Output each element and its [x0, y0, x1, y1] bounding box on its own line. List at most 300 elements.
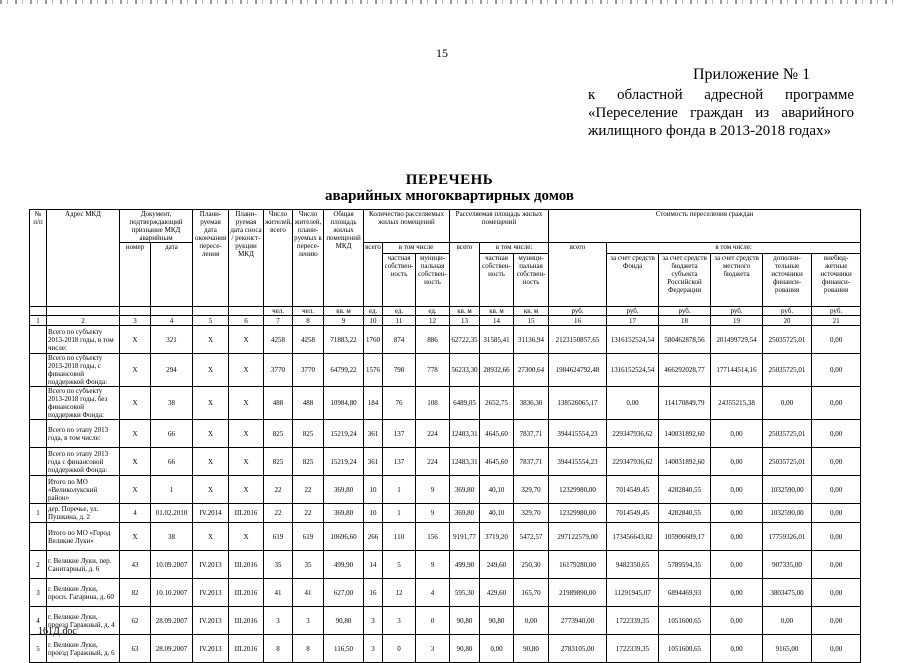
table-cell: 63: [120, 635, 151, 663]
table-cell: кв. м: [324, 307, 364, 316]
table-cell: 177144514,16: [711, 354, 763, 387]
table-cell: г. Великие Луки, пер. Санитарный, д. 6: [47, 551, 120, 579]
table-cell: 9: [324, 316, 364, 326]
table-cell: 38: [151, 523, 193, 551]
table-cell: [30, 420, 47, 448]
table-row: [30, 326, 861, 354]
table-cell: 110: [383, 523, 416, 551]
table-cell: 5789594,35: [659, 551, 711, 579]
table-cell: 907335,00: [763, 551, 812, 579]
document-subtitle: аварийных многоквартирных домов: [324, 188, 575, 204]
table-cell: Итого по МО «Город Великие Луки»: [47, 523, 120, 551]
table-cell: 19: [711, 316, 763, 326]
table-cell: 20: [763, 316, 812, 326]
table-cell: 1032590,00: [763, 476, 812, 504]
table-cell: 5: [193, 316, 229, 326]
table-cell: 0,00: [711, 635, 763, 663]
table-cell: 27300,64: [514, 354, 549, 387]
table-cell: 105906609,17: [659, 523, 711, 551]
header-cost-local: за счет средств местного бюджета: [711, 254, 763, 307]
header-rooms-count: Количество расселяемых жилых помещений: [364, 210, 450, 243]
table-cell: Всего по субъекту 2013-2018 годы, в том числе:: [47, 326, 120, 354]
table-cell: 369,80: [324, 476, 364, 504]
table-cell: г. Великие Луки, проезд Гаражный, д. 6: [47, 635, 120, 663]
table-cell: 1316152524,54: [607, 354, 659, 387]
table-cell: 9165,00: [763, 635, 812, 663]
table-cell: 4: [151, 316, 193, 326]
table-cell: 0,00: [514, 607, 549, 635]
header-cost-incl: в том числе:: [607, 243, 861, 254]
table-cell: 1051600,65: [659, 635, 711, 663]
header-rooms-total: всего: [364, 243, 383, 307]
table-cell: Всего по этапу 2013 года, в том числе:: [47, 420, 120, 448]
table-row: [30, 635, 861, 663]
table-cell: [30, 523, 47, 551]
footer-filename: 161Д.doc: [38, 626, 77, 637]
table-cell: чел.: [293, 307, 324, 316]
column-numbers-row: [30, 316, 861, 326]
table-cell: 0,00: [711, 579, 763, 607]
table-cell: руб.: [607, 307, 659, 316]
header-cost: Стоимость переселения граждан: [549, 210, 861, 243]
table-cell: 12483,31: [450, 448, 480, 476]
table-cell: 28.09.2007: [151, 635, 193, 663]
table-cell: [30, 326, 47, 354]
table-cell: 156: [416, 523, 450, 551]
table-cell: 4645,60: [480, 420, 514, 448]
table-cell: 1: [151, 476, 193, 504]
header-area-resettled: Расселяемая площадь жилых помещений: [450, 210, 549, 243]
scan-artifact-top: [0, 0, 899, 4]
table-cell: 13: [450, 316, 480, 326]
table-cell: 488: [293, 387, 324, 420]
table-cell: 1984624792,48: [549, 354, 607, 387]
page-number: 15: [436, 46, 448, 60]
appendix-title: Приложение № 1: [693, 66, 811, 83]
table-cell: 71883,22: [324, 326, 364, 354]
table-cell: 4645,60: [480, 448, 514, 476]
table-cell: ед.: [416, 307, 450, 316]
table-cell: руб.: [659, 307, 711, 316]
table-cell: 499,90: [450, 551, 480, 579]
table-cell: 138526065,17: [549, 387, 607, 420]
header-residents: Число жителей, всего: [264, 210, 293, 307]
table-cell: 2: [47, 316, 120, 326]
table-cell: 22: [293, 504, 324, 523]
appendix-line-1: к областной адресной программе: [588, 87, 854, 103]
table-cell: 488: [264, 387, 293, 420]
table-cell: 18: [659, 316, 711, 326]
table-cell: 825: [264, 448, 293, 476]
table-cell: 4258: [293, 326, 324, 354]
table-cell: X: [193, 326, 229, 354]
table-cell: 266: [364, 523, 383, 551]
table-cell: 8: [293, 635, 324, 663]
table-cell: III.2016: [229, 551, 264, 579]
table-cell: Всего по субъекту 2013-2018 годы, без финансовой поддержки Фонда:: [47, 387, 120, 420]
table-cell: 3770: [293, 354, 324, 387]
table-cell: 0,00: [812, 635, 861, 663]
header-rooms-private: частная собствен-ность: [383, 254, 416, 307]
header-area-incl: в том числе:: [480, 243, 549, 254]
table-cell: [30, 354, 47, 387]
table-cell: 11: [383, 316, 416, 326]
table-cell: 82: [120, 579, 151, 607]
table-cell: 361: [364, 420, 383, 448]
header-no: № п/п: [30, 210, 47, 307]
header-doc-date: дата: [151, 243, 193, 307]
table-cell: 201499729,54: [711, 326, 763, 354]
table-cell: 25035725,01: [763, 354, 812, 387]
header-cost-fund: за счет средств Фонда: [607, 254, 659, 307]
header-residents-planned: Число жителей, плани-руемых к пересе-лению: [293, 210, 324, 307]
houses-table: [29, 209, 861, 663]
table-cell: 0,00: [812, 523, 861, 551]
table-cell: 3803475,00: [763, 579, 812, 607]
table-cell: 429,60: [480, 579, 514, 607]
table-cell: 31585,41: [480, 326, 514, 354]
table-row: [30, 523, 861, 551]
table-row: [30, 354, 861, 387]
table-cell: 466292028,77: [659, 354, 711, 387]
table-cell: 0,00: [812, 579, 861, 607]
table-cell: 2: [30, 551, 47, 579]
table-cell: 0,00: [711, 504, 763, 523]
table-cell: 43: [120, 551, 151, 579]
table-cell: 3: [364, 607, 383, 635]
table-cell: 595,30: [450, 579, 480, 607]
table-cell: 41: [264, 579, 293, 607]
table-cell: 0,00: [607, 387, 659, 420]
table-cell: 1032590,00: [763, 504, 812, 523]
table-cell: 619: [293, 523, 324, 551]
table-cell: 165,70: [514, 579, 549, 607]
units-row: [30, 307, 861, 316]
header-area-municipal: муници-пальная собствен-ность: [514, 254, 549, 307]
table-cell: 0,00: [812, 387, 861, 420]
table-cell: 40,10: [480, 504, 514, 523]
table-cell: ед.: [364, 307, 383, 316]
table-cell: 229347936,62: [607, 420, 659, 448]
table-cell: 15219,24: [324, 448, 364, 476]
table-cell: 4: [416, 579, 450, 607]
table-cell: руб.: [763, 307, 812, 316]
table-cell: 10: [364, 476, 383, 504]
table-cell: IV.2014: [193, 504, 229, 523]
table-cell: 90,80: [324, 607, 364, 635]
table-cell: X: [193, 387, 229, 420]
table-cell: [193, 307, 229, 316]
header-resettle-date: Плани-руемая дата окончания пересе-ления: [193, 210, 229, 307]
header-doc-number: номер: [120, 243, 151, 307]
document-title: ПЕРЕЧЕНЬ: [405, 172, 494, 188]
table-cell: 825: [264, 420, 293, 448]
table-cell: 4258: [264, 326, 293, 354]
table-cell: 9: [416, 504, 450, 523]
table-cell: [120, 307, 151, 316]
table-cell: Всего по субъекту 2013-2018 годы, с финансовой поддержкой Фонда:: [47, 354, 120, 387]
table-cell: 137: [383, 448, 416, 476]
table-cell: X: [229, 326, 264, 354]
table-cell: X: [229, 448, 264, 476]
table-cell: 90,80: [450, 607, 480, 635]
table-cell: 17: [607, 316, 659, 326]
table-cell: 3: [416, 635, 450, 663]
appendix-line-2: «Переселение граждан из аварийного: [588, 105, 854, 121]
table-cell: 140031892,60: [659, 448, 711, 476]
table-cell: дер. Поречье, ул. Пушкина, д. 2: [47, 504, 120, 523]
table-cell: 22: [264, 504, 293, 523]
table-cell: 21989890,00: [549, 579, 607, 607]
table-cell: 7837,71: [514, 420, 549, 448]
table-cell: Всего по этапу 2013 года с финансовой поддержкой Фонда:: [47, 448, 120, 476]
table-cell: 0,00: [711, 476, 763, 504]
table-cell: 0: [383, 635, 416, 663]
table-cell: 0,00: [812, 420, 861, 448]
table-cell: [229, 307, 264, 316]
table-cell: 886: [416, 326, 450, 354]
table-cell: 41: [293, 579, 324, 607]
table-cell: 116,50: [324, 635, 364, 663]
table-row: [30, 551, 861, 579]
table-cell: 874: [383, 326, 416, 354]
table-cell: 21: [812, 316, 861, 326]
table-cell: X: [120, 420, 151, 448]
table-cell: 0,00: [812, 607, 861, 635]
table-cell: X: [193, 476, 229, 504]
table-cell: 6489,05: [450, 387, 480, 420]
table-cell: 0,00: [711, 523, 763, 551]
table-cell: 25035725,01: [763, 326, 812, 354]
table-cell: 229347936,62: [607, 448, 659, 476]
table-cell: 90,80: [514, 635, 549, 663]
table-cell: III.2016: [229, 504, 264, 523]
table-row: [30, 579, 861, 607]
header-document: Документ, подтверждающий признание МКД аварийным: [120, 210, 193, 243]
table-cell: 12: [383, 579, 416, 607]
table-cell: X: [193, 420, 229, 448]
table-cell: 294: [151, 354, 193, 387]
table-cell: 4: [30, 607, 47, 635]
table-cell: III.2016: [229, 607, 264, 635]
table-cell: Итого по МО «Великолукский район»: [47, 476, 120, 504]
header-rooms-incl: в том числе: [383, 243, 450, 254]
table-cell: IV.2013: [193, 607, 229, 635]
table-cell: 329,70: [514, 476, 549, 504]
table-cell: 3836,30: [514, 387, 549, 420]
table-cell: ед.: [383, 307, 416, 316]
table-cell: [30, 476, 47, 504]
table-cell: 0,00: [812, 326, 861, 354]
table-cell: 1722339,35: [607, 607, 659, 635]
table-cell: 7: [264, 316, 293, 326]
table-cell: 1051600,65: [659, 607, 711, 635]
table-cell: 499,90: [324, 551, 364, 579]
table-cell: 15219,24: [324, 420, 364, 448]
table-cell: 297122579,00: [549, 523, 607, 551]
table-cell: X: [120, 476, 151, 504]
table-cell: 361: [364, 448, 383, 476]
table-row: [30, 476, 861, 504]
table-cell: 10984,80: [324, 387, 364, 420]
table-cell: X: [229, 420, 264, 448]
table-cell: 137: [383, 420, 416, 448]
table-cell: 2773940,00: [549, 607, 607, 635]
table-cell: 22: [264, 476, 293, 504]
table-cell: 16: [549, 316, 607, 326]
table-cell: IV.2013: [193, 551, 229, 579]
table-cell: 778: [416, 354, 450, 387]
table-cell: [151, 307, 193, 316]
table-cell: 0,00: [812, 551, 861, 579]
table-cell: 12329980,00: [549, 504, 607, 523]
table-cell: 3: [30, 579, 47, 607]
table-cell: X: [229, 523, 264, 551]
table-cell: 250,30: [514, 551, 549, 579]
table-cell: 394415554,23: [549, 420, 607, 448]
table-cell: 3: [383, 607, 416, 635]
table-cell: 25035725,01: [763, 448, 812, 476]
table-cell: [30, 307, 47, 316]
table-cell: 7014549,45: [607, 476, 659, 504]
table-cell: 0,00: [812, 448, 861, 476]
table-cell: [47, 307, 120, 316]
table-cell: 4282840,55: [659, 504, 711, 523]
table-cell: 580462878,56: [659, 326, 711, 354]
table-cell: 90,80: [450, 635, 480, 663]
table-cell: 4: [120, 504, 151, 523]
table-cell: 62722,35: [450, 326, 480, 354]
table-cell: 249,60: [480, 551, 514, 579]
table-cell: 329,70: [514, 504, 549, 523]
table-cell: 321: [151, 326, 193, 354]
table-row: [30, 448, 861, 476]
table-cell: 10.10.2007: [151, 579, 193, 607]
table-cell: 0,00: [480, 635, 514, 663]
table-cell: 7014549,45: [607, 504, 659, 523]
table-cell: 1: [30, 504, 47, 523]
table-cell: 35: [293, 551, 324, 579]
table-cell: 31136,94: [514, 326, 549, 354]
table-cell: руб.: [549, 307, 607, 316]
table-cell: 01.02.2010: [151, 504, 193, 523]
table-cell: X: [120, 448, 151, 476]
table-cell: 5472,57: [514, 523, 549, 551]
table-cell: 224: [416, 420, 450, 448]
table-cell: IV.2013: [193, 579, 229, 607]
table-cell: 25035725,01: [763, 420, 812, 448]
table-cell: 0,00: [711, 551, 763, 579]
table-cell: 12329980,00: [549, 476, 607, 504]
table-row: [30, 504, 861, 523]
header-rooms-municipal: муници-пальная собствен-ность: [416, 254, 450, 307]
table-cell: 6: [229, 316, 264, 326]
table-cell: 8: [293, 316, 324, 326]
table-cell: 40,10: [480, 476, 514, 504]
table-cell: IV.2013: [193, 635, 229, 663]
table-cell: 2123150857,65: [549, 326, 607, 354]
appendix-line-3: жилищного фонда в 2013-2018 годах»: [588, 123, 832, 139]
table-cell: 7837,71: [514, 448, 549, 476]
table-cell: 16179280,00: [549, 551, 607, 579]
table-cell: 798: [383, 354, 416, 387]
table-cell: 38: [151, 387, 193, 420]
table-cell: 17759326,01: [763, 523, 812, 551]
table-cell: 3770: [264, 354, 293, 387]
table-cell: 3: [293, 607, 324, 635]
header-address: Адрес МКД: [47, 210, 120, 307]
table-cell: 224: [416, 448, 450, 476]
table-cell: 16: [364, 579, 383, 607]
table-cell: 6894469,93: [659, 579, 711, 607]
table-cell: X: [229, 476, 264, 504]
table-cell: 1722339,35: [607, 635, 659, 663]
table-cell: 8: [264, 635, 293, 663]
table-cell: 76: [383, 387, 416, 420]
table-cell: 5: [30, 635, 47, 663]
table-cell: 3: [364, 635, 383, 663]
table-cell: 9191,77: [450, 523, 480, 551]
table-cell: 14: [364, 551, 383, 579]
table-cell: [30, 387, 47, 420]
table-cell: 0: [416, 607, 450, 635]
table-cell: X: [229, 354, 264, 387]
table-cell: III.2016: [229, 635, 264, 663]
table-cell: кв. м: [450, 307, 480, 316]
table-cell: X: [193, 523, 229, 551]
table-cell: 14: [480, 316, 514, 326]
header-cost-total: всего: [549, 243, 607, 307]
table-cell: г. Великие Луки, проезд Гаражный, д. 4: [47, 607, 120, 635]
table-cell: 12: [416, 316, 450, 326]
table-cell: 825: [293, 420, 324, 448]
header-total-area: Общая площадь жилых помещений МКД: [324, 210, 364, 307]
header-demolish-date: Плани-руемая дата сноса / реконст-рукции МКД: [229, 210, 264, 307]
table-cell: 10.09.2007: [151, 551, 193, 579]
table-cell: X: [120, 387, 151, 420]
table-cell: 11291945,07: [607, 579, 659, 607]
table-cell: 56233,30: [450, 354, 480, 387]
table-cell: 0,00: [711, 448, 763, 476]
table-cell: 90,80: [480, 607, 514, 635]
table-cell: X: [120, 523, 151, 551]
table-cell: 173456643,82: [607, 523, 659, 551]
table-cell: 2652,75: [480, 387, 514, 420]
table-cell: 1576: [364, 354, 383, 387]
table-cell: 3719,20: [480, 523, 514, 551]
table-cell: 0,00: [711, 420, 763, 448]
table-cell: X: [120, 326, 151, 354]
table-cell: г. Великие Луки, просп. Гагарина, д. 60: [47, 579, 120, 607]
table-row: [30, 607, 861, 635]
table-cell: 184: [364, 387, 383, 420]
table-cell: 22: [293, 476, 324, 504]
table-cell: 28932,66: [480, 354, 514, 387]
table-cell: кв. м: [514, 307, 549, 316]
table-cell: 9482350,65: [607, 551, 659, 579]
table-row: [30, 387, 861, 420]
table-cell: руб.: [812, 307, 861, 316]
table-cell: 62: [120, 607, 151, 635]
table-cell: 369,80: [450, 504, 480, 523]
table-cell: 2783105,00: [549, 635, 607, 663]
table-cell: 12483,31: [450, 420, 480, 448]
table-cell: 140031892,60: [659, 420, 711, 448]
table-cell: 0,00: [763, 387, 812, 420]
table-cell: чел.: [264, 307, 293, 316]
table-cell: 825: [293, 448, 324, 476]
table-cell: 24355215,38: [711, 387, 763, 420]
